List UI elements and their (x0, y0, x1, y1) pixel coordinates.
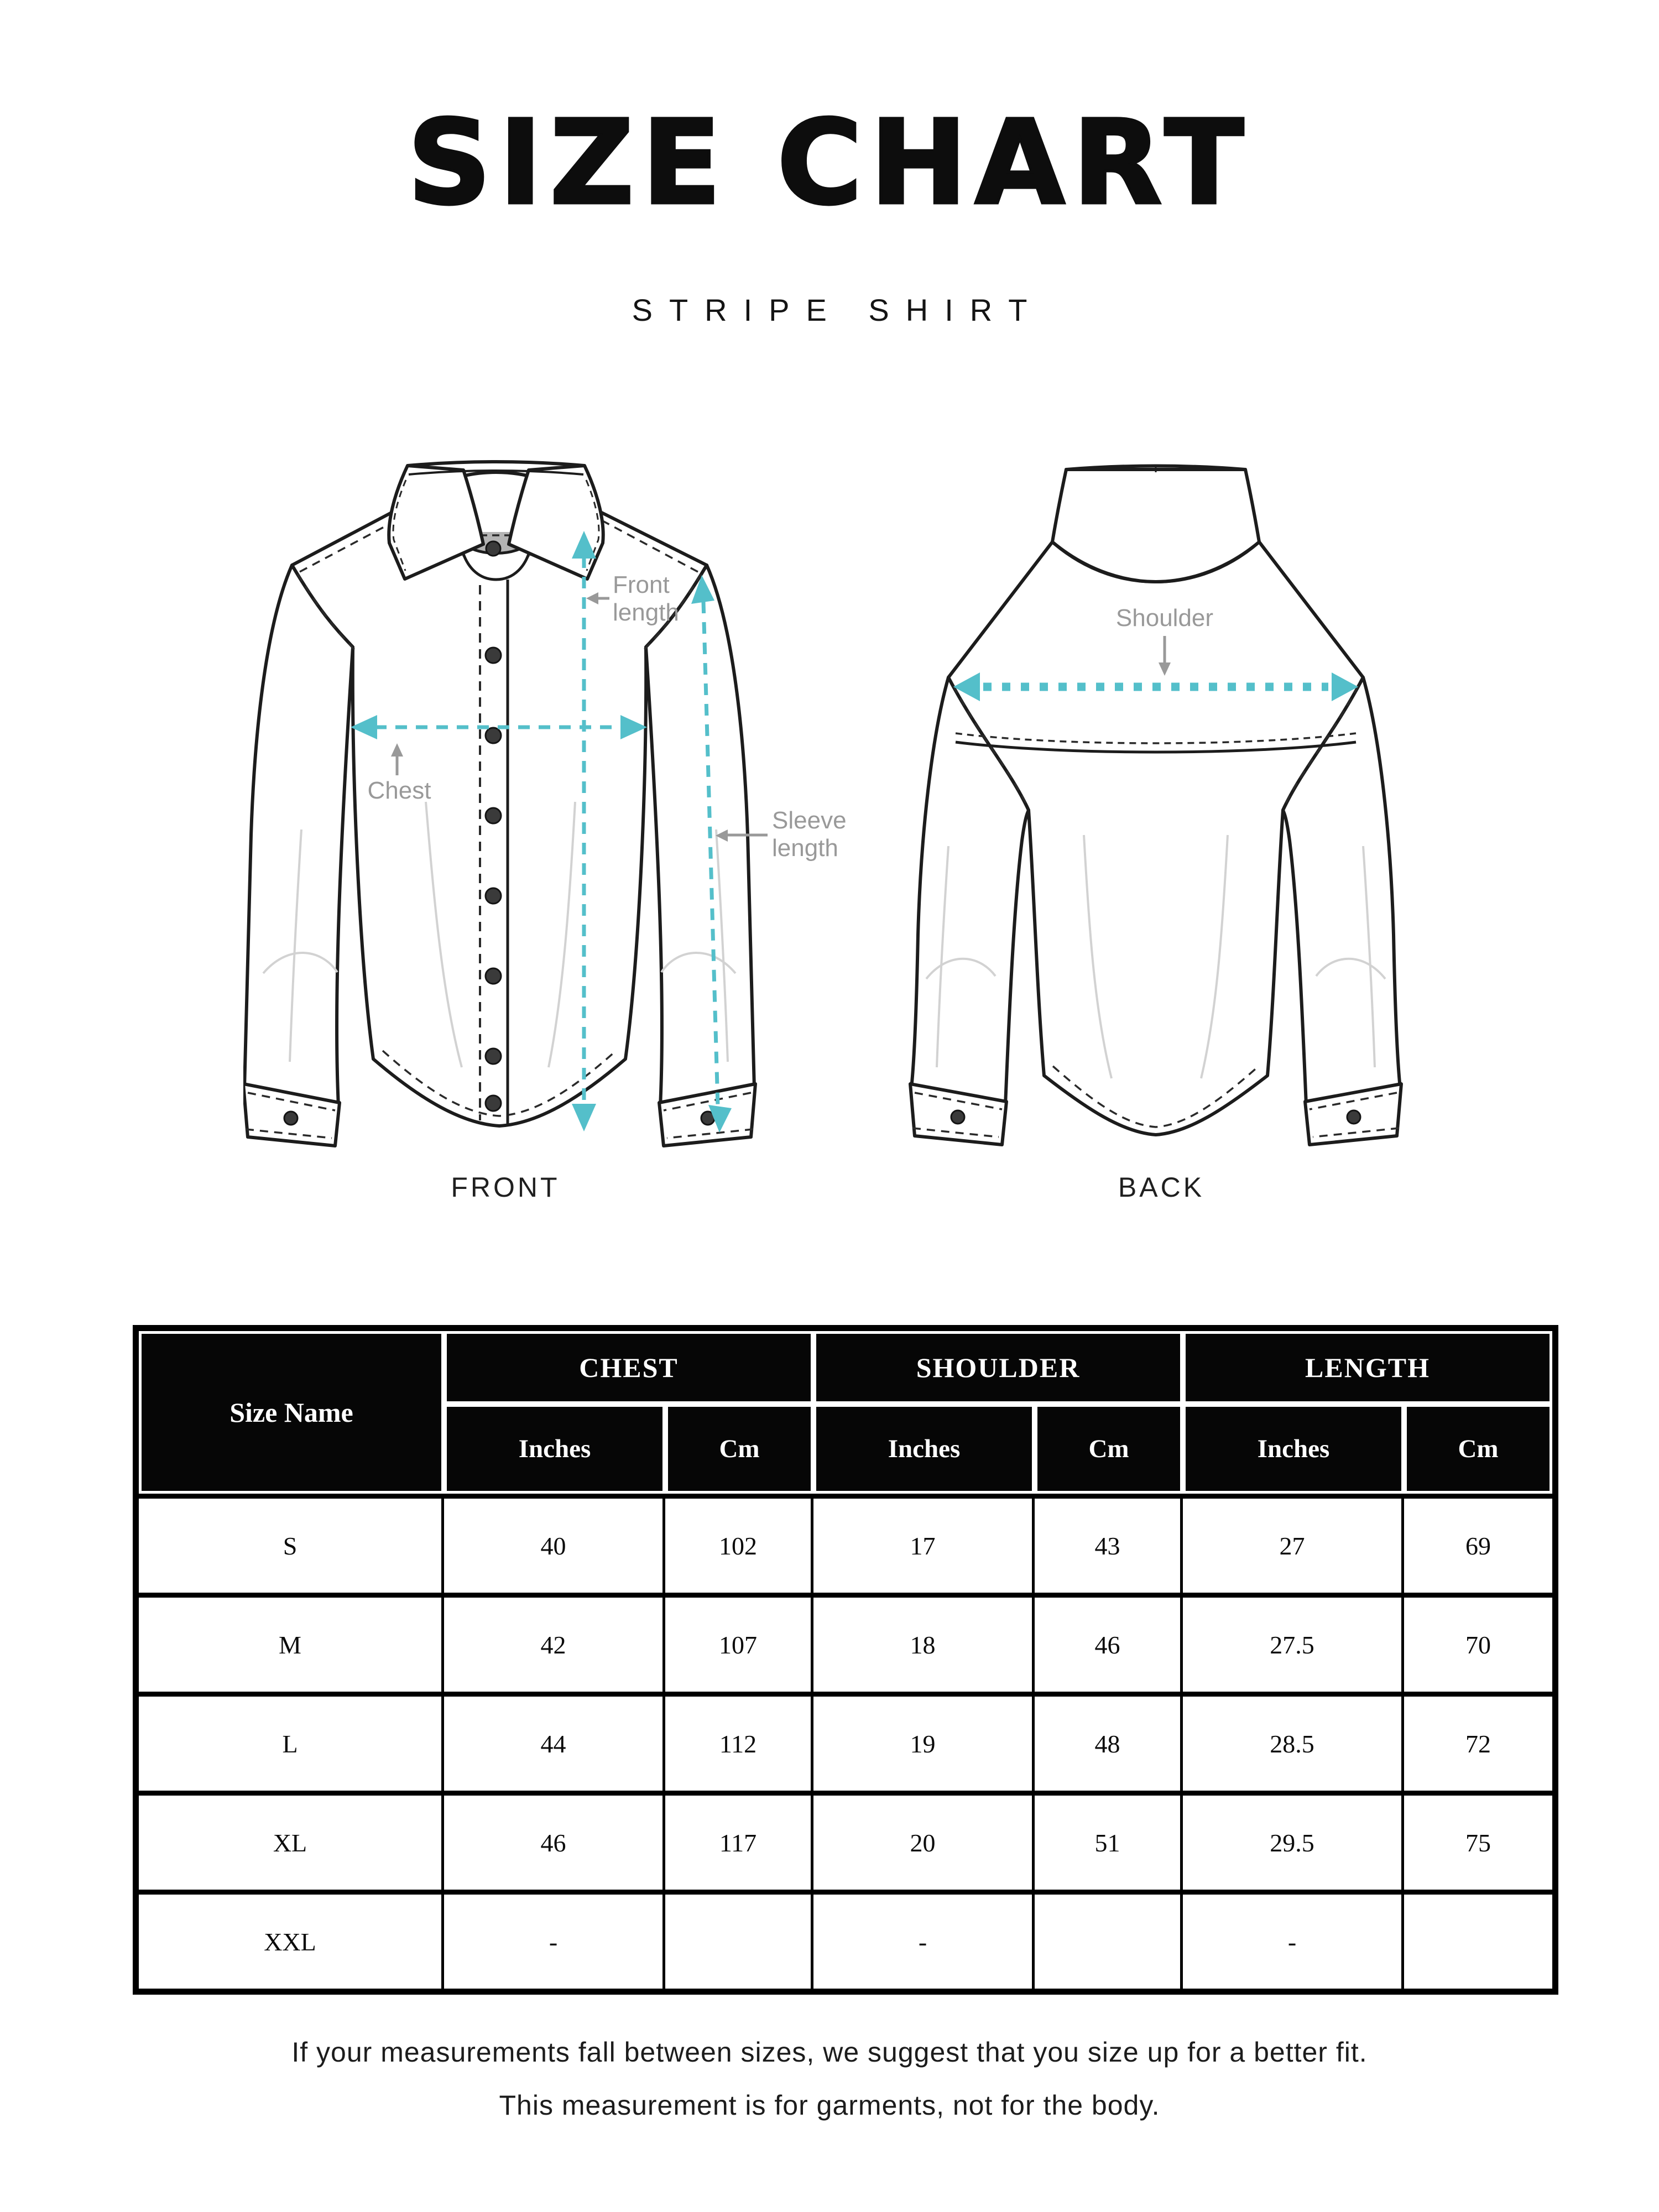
size-cell: XL (139, 1796, 444, 1895)
value-cell: 43 (1035, 1494, 1183, 1598)
shoulder-inches-header: Inches (813, 1404, 1035, 1494)
front-length-label-line2: length (613, 599, 679, 626)
chest-cm-header: Cm (665, 1404, 813, 1494)
value-cell (1404, 1895, 1552, 1989)
table-row (139, 1598, 1552, 1697)
table-row (139, 1796, 1552, 1895)
value-cell: - (444, 1895, 665, 1989)
table-row (139, 1494, 1552, 1598)
value-cell: 46 (444, 1796, 665, 1895)
front-caption: FRONT (451, 1172, 560, 1203)
size-cell: S (139, 1494, 444, 1598)
value-cell: 44 (444, 1697, 665, 1796)
value-cell: 20 (813, 1796, 1035, 1895)
value-cell: 40 (444, 1494, 665, 1598)
length-inches-header: Inches (1183, 1404, 1404, 1494)
value-cell: 117 (665, 1796, 813, 1895)
sleeve-length-label-line2: length (772, 834, 838, 862)
value-cell: 51 (1035, 1796, 1183, 1895)
value-cell: 42 (444, 1598, 665, 1697)
size-cell: L (139, 1697, 444, 1796)
value-cell: 19 (813, 1697, 1035, 1796)
sleeve-length-label-line1: Sleeve (772, 807, 847, 834)
footer-note-line2: This measurement is for garments, not for the body. (499, 2090, 1160, 2121)
front-shirt-diagram (243, 448, 885, 1156)
value-cell: 17 (813, 1494, 1035, 1598)
footer-note-line1: If your measurements fall between sizes, we suggest that you size up for a better fit. (291, 2037, 1368, 2068)
value-cell: 46 (1035, 1598, 1183, 1697)
value-cell: 27.5 (1183, 1598, 1404, 1697)
value-cell: 69 (1404, 1494, 1552, 1598)
table-row (139, 1895, 1552, 1989)
length-cm-header: Cm (1404, 1404, 1552, 1494)
value-cell (1035, 1895, 1183, 1989)
chest-inches-header: Inches (444, 1404, 665, 1494)
value-cell: 70 (1404, 1598, 1552, 1697)
size-table-container (133, 1325, 1548, 1995)
length-group-header: LENGTH (1183, 1331, 1552, 1404)
value-cell (665, 1895, 813, 1989)
page-subtitle: STRIPE SHIRT (632, 293, 1044, 327)
shoulder-cm-header: Cm (1035, 1404, 1183, 1494)
value-cell: 48 (1035, 1697, 1183, 1796)
back-shirt-diagram (896, 448, 1449, 1156)
value-cell: 72 (1404, 1697, 1552, 1796)
value-cell: - (1183, 1895, 1404, 1989)
size-cell: XXL (139, 1895, 444, 1989)
chest-label: Chest (367, 777, 431, 804)
size-cell: M (139, 1598, 444, 1697)
value-cell: 75 (1404, 1796, 1552, 1895)
shoulder-label: Shoulder (1115, 604, 1214, 632)
back-caption: BACK (1118, 1172, 1205, 1203)
table-row (139, 1697, 1552, 1796)
value-cell: 27 (1183, 1494, 1404, 1598)
back-shirt-outline (910, 466, 1401, 1145)
size-name-header: Size Name (139, 1331, 444, 1494)
value-cell: 107 (665, 1598, 813, 1697)
shoulder-group-header: SHOULDER (813, 1331, 1183, 1404)
size-table (133, 1325, 1558, 1995)
page-title: SIZE CHART (407, 95, 1252, 231)
front-length-label-line1: Front (613, 571, 670, 598)
value-cell: 28.5 (1183, 1697, 1404, 1796)
value-cell: 18 (813, 1598, 1035, 1697)
value-cell: 112 (665, 1697, 813, 1796)
chest-group-header: CHEST (444, 1331, 813, 1404)
value-cell: 29.5 (1183, 1796, 1404, 1895)
value-cell: 102 (665, 1494, 813, 1598)
value-cell: - (813, 1895, 1035, 1989)
